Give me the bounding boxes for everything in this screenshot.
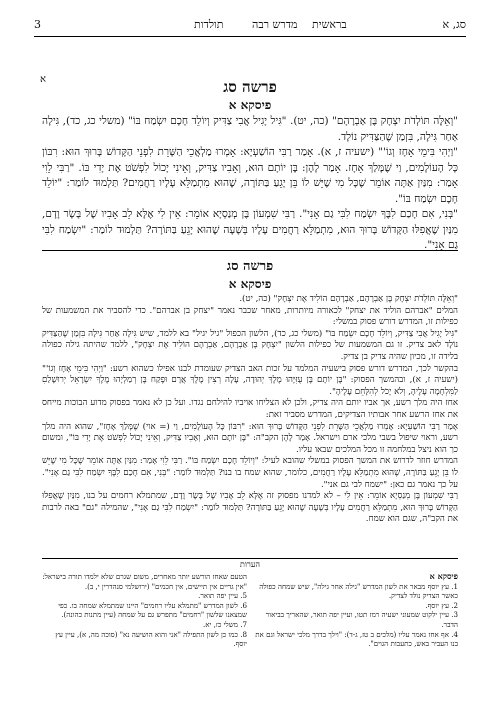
footnote-item: 4. אף אחז נאמר עליו (מלכים ב טז, ג-ד): "וילך בדרך מלכי ישראל וגם את בנו העביר באש, כתעבות הגוים". (255, 629, 458, 649)
footnote-item: 5. עיין יפה תואר. (198, 591, 247, 601)
commentary-paragraph: אָמַר רַבִּי הוֹשַׁעְיָא: אָמְרוּ מַלְאֲכֵי הַשָּׁרֵת לִפְנֵי הַקָּדוֹשׁ בָּרוּךְ הוּא: "רִבּוֹן כָּל הָעוֹלָמִים, וַי (= אוי) שֶׁמָּלַךְ אָחָז", שהוא היה מלך רשע, וראוי שיפול בשבי מלכי ארם וישראל. אָמַר לָהֶן הקב"ה: "בֶּן יוֹתָם הוּא, וְאָבִיו צַדִּיק, וְאֵינִי יָכוֹל לִפְשֹׁט אֶת יָדִי בּוֹ", ומשום כך הוא ניצל במלחמה זו מכל המלכים שבאו עליו. (42, 421, 458, 455)
midrash-text (42, 114, 458, 272)
header-book: בראשית (312, 18, 347, 31)
footnotes-heading: הערות (240, 560, 260, 569)
footnote-item: 7. משלי כז, יא. (202, 619, 247, 629)
running-header (34, 16, 466, 37)
page-number: 3 (34, 18, 41, 31)
footnote-divider (42, 558, 458, 559)
commentary-paragraph: "וְאֵלֶּה תּוֹלְדֹת יִצְחָק בֶּן אַבְרָהָם, אַבְרָהָם הוֹלִיד אֶת יִצְחָק" (כה, יט). (239, 294, 458, 304)
commentary-paragraph: המלים "אברהם הוליד את יצחק" לכאורה מיותרות, מאחר שכבר נאמר "יצחק בן אברהם". כדי להסביר את המשמעות של כפילות זו, המדרש דורש פסוק במשלי: (42, 305, 458, 328)
piska-heading-commentary: פיסקא א (228, 277, 272, 291)
header-chapter-ref: סג, א (442, 18, 466, 31)
footnotes-section-title: פיסקא א (429, 572, 458, 581)
footnote-item: 6. לשון המדרש "מתמלא עליו רחמים" היינו שמתמלא שמחה בו. כפי שמצאנו שלשון "רחמים" מתפרש גם על שמחה (עיין מתנות כהונה). (58, 600, 247, 620)
header-portion: תולדות (194, 18, 224, 31)
midrash-paragraph: "וְאֵלֶּה תּוֹלְדֹת יִצְחָק בֶּן אַבְרָהָם" (כה, יט). "גִּיל יָגִיל אֲבִי צַדִּיק וְיוֹלֵד חָכָם יִשְׂמַח בּוֹ" (משלי כג, כד), גִּילָה אַחַר גִּילָה, בִּזְמַן שֶׁהַצַּדִּיק נוֹלָד. (42, 115, 458, 143)
commentary-paragraph: "גִּיל יָגִיל אֲבִי צַדִּיק, וְיוֹלֵד חָכָם יִשְׂמַח בּוֹ" (משלי כג, כד), הלשון הכפול "גיל יגיל" בא ללמד, שיש גִּילָה אַחַר גִּילָה בִּזְמַן שֶׁהַצַּדִּיק נוֹלָד לאב צדיק. זו גם המשמעות של כפילות הלשון "יִצְחָק בֶּן אַבְרָהָם, אַבְרָהָם הוֹלִיד אֶת יִצְחָק", ללמד שהיתה גילה כפולה בלידה זו, מכיון שהיה צדיק בן צדיק. (42, 328, 458, 362)
midrash-paragraph: "בְּנִי, אִם חָכַם לִבֶּךָ יִשְׂמַח לִבִּי גַם אָנִי". רַבִּי שִׁמְעוֹן בֶּן מְנַסְיָא אוֹמֵר: אֵין לִי אֶלָּא לֵב אָבִיו שֶׁל בָּשָׂר וָדָם, מִנַּיִן שֶׁאֲפִלּוּ הַקָּדוֹשׁ בָּרוּךְ הוּא, מִתְמַלֵּא רַחֲמִים עָלָיו בְּשָׁעָה שֶׁהוּא יָגֵעַ בַּתּוֹרָה? תַּלְמוּד לוֹמַר: "יִשְׂמַח לִבִּי גַם אָנִי". (42, 208, 458, 251)
footnotes-left-column (42, 572, 247, 708)
footnote-item: 8. כמו כן לשון התפילה "אני והוא הושיעה נא" (סוכה מה, א), עיין עץ יוסף. (55, 629, 247, 649)
midrash-paragraph: "וַיְהִי בִּימֵי אָחָז וְגוֹ'" (ישעיה ז, א). אָמַר רַבִּי הוֹשַׁעְיָא: אָמְרוּ מַלְאֲכֵי הַשָּׁרֵת לִפְנֵי הַקָּדוֹשׁ בָּרוּךְ הוּא: רִבּוֹן כָּל הָעוֹלָמִים, וַי שֶׁמָּלַךְ אָחָז. אָמַר לָהֶן: בֶּן יוֹתָם הוּא, וְאָבִיו צַדִּיק, וְאֵינִי יָכוֹל לִפְשֹׁט אֶת יָדִי בּוֹ. "רַבִּי לֵוִי אָמַר: מִנַּיִן אַתָּה אוֹמֵר שֶׁכָּל מִי שֶׁיֵּשׁ לוֹ בֵּן יָגֵעַ בַּתּוֹרָה, שֶׁהוּא מִתְמַלֵּא עָלָיו רַחֲמִים? תַּלְמוּד לוֹמַר: "יוֹלֵד חָכָם יִשְׂמַח בּוֹ". (42, 146, 458, 205)
footnote-item: 1. עץ יוסף מבאר את לשון המדרש "גילה אחר גילה", שיש שמחה כפולה כאשר הצדיק נולד לצדיק. (259, 581, 458, 601)
piska-heading: פיסקא א (228, 98, 272, 112)
commentary-paragraph: המדרש חוזר לדרוש את המשך הפסוק במשלי שהובא לעיל: "וְיוֹלֵד חָכָם יִשְׂמַח בּוֹ". רַבִּי לֵוִי אָמַר: מִנַּיִן אַתָּה אוֹמֵר שֶׁכָּל מִי שֶׁיֵּשׁ לוֹ בֵּן יָגֵעַ בַּתּוֹרָה, שֶׁהוּא מִתְמַלֵּא עָלָיו רַחֲמִים, כלומר, שהוא שמח בו בנו? תַּלְמוּד לוֹמַר: "בְּנִי, אִם חָכַם לִבֶּךָ יִשְׂמַח לִבִּי גַם אָנִי". על כך נאמר גם כאן: "ישמח לבי גם אני". (42, 456, 458, 490)
parasha-heading-commentary: פרשה סג (226, 259, 274, 274)
side-letter: א (40, 74, 47, 85)
footnote-item: 2. עץ יוסף. (425, 600, 458, 610)
parasha-heading: פרשה סג (223, 78, 277, 96)
commentary-text (42, 294, 458, 556)
commentary-paragraph: אחז היה מלך רשע, אך אביו יותם היה צדיק, ולכן לא הצליחו אויביו להילחם נגדו. ועל כן לא נאמר בפסוק מדוע הבוכות מייחס את אחז הרשע אחר אבותיו הצדיקים, המדרש מסביר זאת: (42, 398, 458, 420)
footnote-item: הטעם שאחז הורשע יותר מאחרים, משום שגרם שלא ילמדו תורה בישראל: "אין גדיים אין תיישים, אין חכמים" (ירושלמי סנהדרין י, ב). (42, 572, 247, 591)
commentary-paragraph: בהקשר לכך, המדרש דורש פסוק בישעיה המלמד על זכות האב הצדיק שעומדת לבנו אפילו כשהוא רשע: "וַיְהִי בִּימֵי אָחָז וְגוֹ'" (ישעיה ז, א), ובהמשך הפסוק: "בֶּן יוֹתָם בֶּן עֻזִּיָּהוּ מֶלֶךְ יְהוּדָה, עָלָה רְצִין מֶלֶךְ אֲרָם וּפֶקַח בֶּן רְמַלְיָהוּ מֶלֶךְ יִשְׂרָאֵל יְרוּשָׁלַםִ לַמִּלְחָמָה עָלֶיהָ, וְלֹא יָכֹל לְהִלָּחֵם עָלֶיהָ". (42, 363, 458, 397)
commentary-paragraph: רַבִּי שִׁמְעוֹן בֶּן מְנַסְיָא אוֹמֵר: אֵין לִי – לא למדנו מפסוק זה אֶלָּא לֵב אָבִיו שֶׁל בָּשָׂר וָדָם, שמתמלא רחמים על בנו, מִנַּיִן שֶׁאֲפִלּוּ הַקָּדוֹשׁ בָּרוּךְ הוּא, מִתְמַלֵּא רַחֲמִים עָלָיו בְּשָׁעָה שֶׁהוּא יָגֵעַ בַּתּוֹרָה? תַּלְמוּד לוֹמַר: "יִשְׂמַח לִבִּי גַם אָנִי", שהמילה "גם" באה לרבות את הקב"ה, שגם הוא שמח. (42, 491, 458, 525)
section-divider (42, 250, 458, 251)
footnotes-right-column (253, 572, 458, 708)
footnote-item: 3. עיין ילקוט שמעוני ישעיה רמז תטו, ועיין יפה תואר, שהאריך בביאור הדבר. (265, 610, 458, 629)
header-title: מדרש רבה (252, 18, 298, 31)
